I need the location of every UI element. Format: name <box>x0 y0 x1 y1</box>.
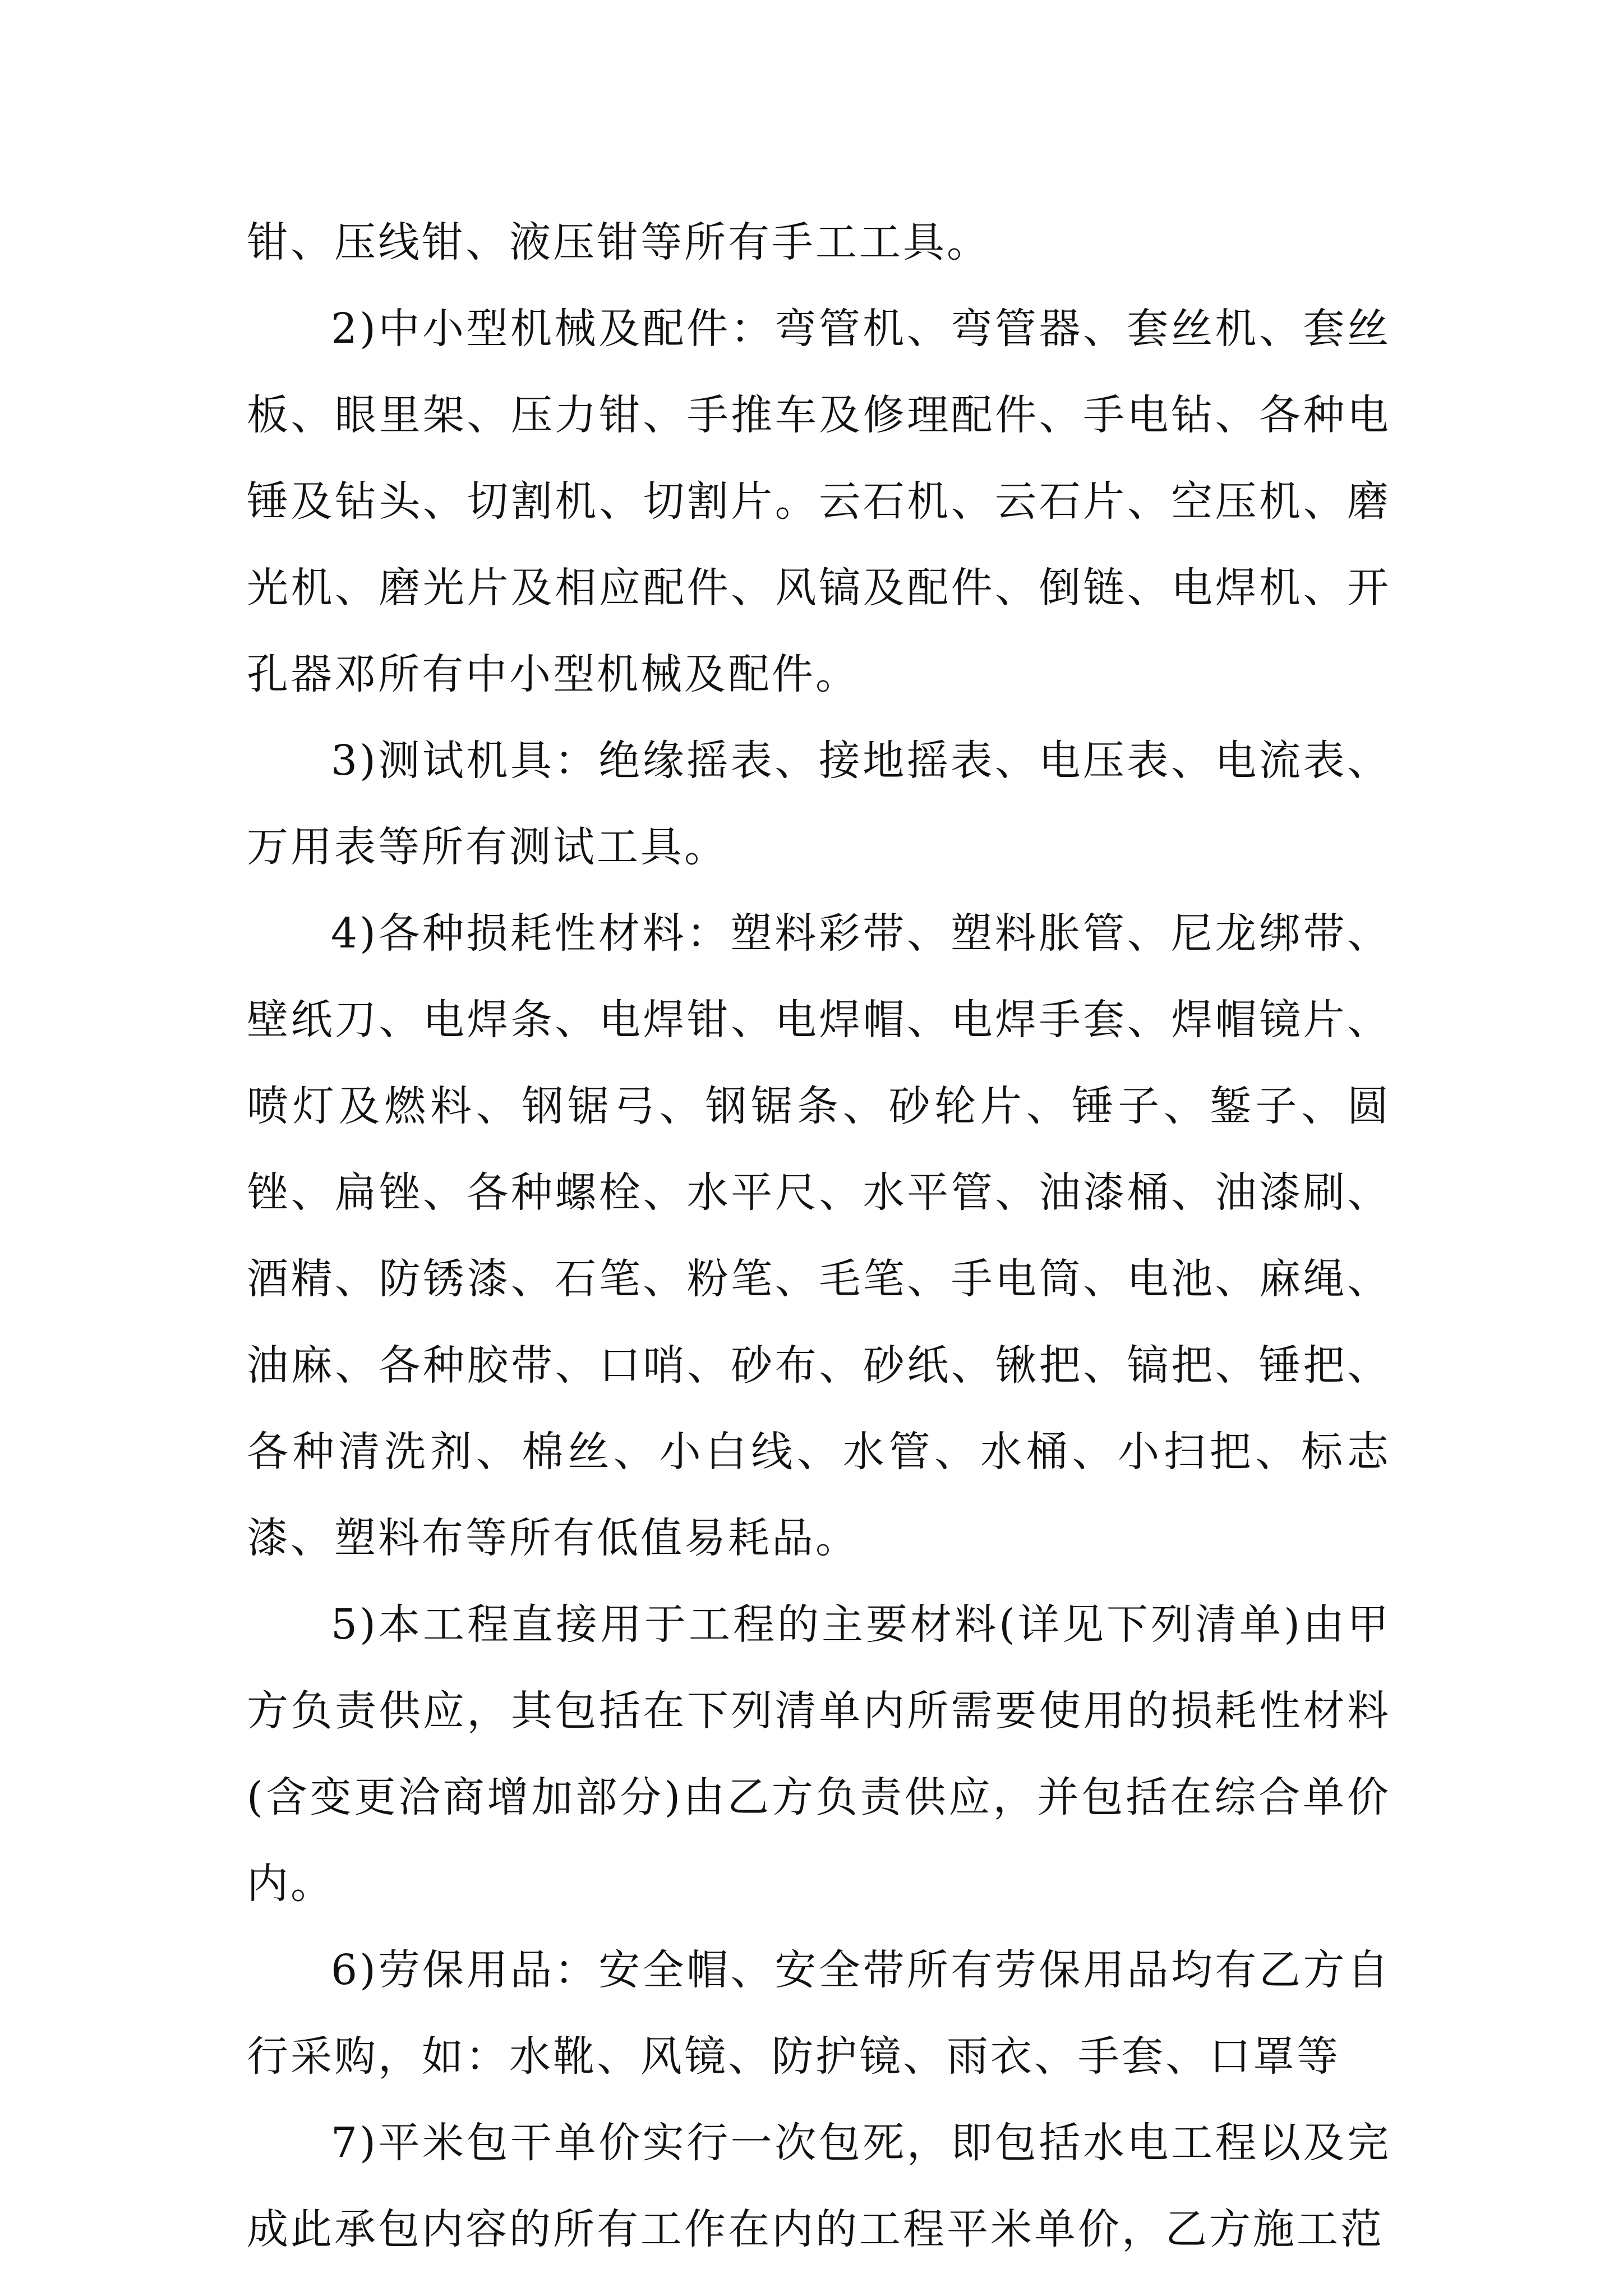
paragraph-item-3-testing-tools: 3)测试机具：绝缘摇表、接地摇表、电压表、电流表、万用表等所有测试工具。 <box>247 737 1391 871</box>
paragraph-item-5-main-materials: 5)本工程直接用于工程的主要材料(详见下列清单)由甲方负责供应，其包括在下列清单内所需要使用的损耗性材料(含变更洽商增加部分)由乙方负责供应，并包括在综合单价内。 <box>247 1600 1391 1908</box>
paragraph-item-7-unit-price: 7)平米包干单价实行一次包死，即包括水电工程以及完成此承包内容的所有工作在内的工程平米单价，乙方施工范 <box>247 2119 1391 2253</box>
paragraph-item-6-protective-gear: 6)劳保用品：安全帽、安全带所有劳保用品均有乙方自行采购，如：水靴、风镜、防护镜、雨衣、手套、口罩等 <box>247 1946 1391 2081</box>
paragraph-item-2-machinery: 2)中小型机械及配件：弯管机、弯管器、套丝机、套丝板、眼里架、压力钳、手推车及修理配件、手电钻、各种电锤及钻头、切割机、切割片。云石机、云石片、空压机、磨光机、磨光片及相应配件、风镐及配件、倒链、电焊机、开孔器邓所有中小型机械及配件。 <box>247 305 1391 698</box>
document-body <box>247 199 1391 2272</box>
paragraph-continuation-hand-tools: 钳、压线钳、液压钳等所有手工工具。 <box>247 218 990 266</box>
paragraph-item-4-consumables: 4)各种损耗性材料：塑料彩带、塑料胀管、尼龙绑带、壁纸刀、电焊条、电焊钳、电焊帽、电焊手套、焊帽镜片、喷灯及燃料、钢锯弓、钢锯条、砂轮片、锤子、錾子、圆锉、扁锉、各种螺栓、水平尺、水平管、油漆桶、油漆刷、酒精、防锈漆、石笔、粉笔、毛笔、手电筒、电池、麻绳、油麻、各种胶带、口哨、砂布、砂纸、锹把、镐把、锤把、各种清洗剂、棉丝、小白线、水管、水桶、小扫把、标志漆、塑料布等所有低值易耗品。 <box>247 909 1391 1562</box>
